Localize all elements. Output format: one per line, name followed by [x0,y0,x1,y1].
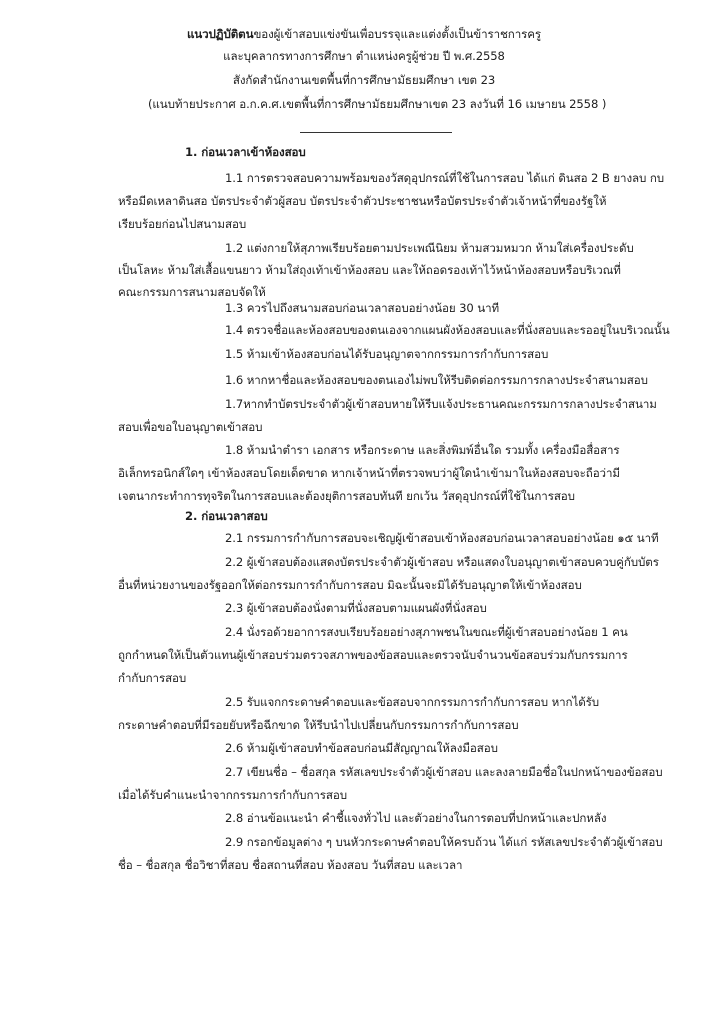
item-2-9-cont: ชื่อ – ชื่อสกุล ชื่อวิชาที่สอบ ชื่อสถานที่สอบ ห้องสอบ วันที่สอบ และเวลา [118,858,463,872]
item-1-6: 1.6 หากหาชื่อและห้องสอบของตนเองไม่พบให้รีบติดต่อกรรมการกลางประจำสนามสอบ [225,373,648,387]
item-1-7: 1.7หากทำบัตรประจำตัวผู้เข้าสอบหายให้รีบแจ้งประธานคณะกรรมการกลางประจำสนาม [225,397,657,411]
section-1-heading: 1. ก่อนเวลาเข้าห้องสอบ [185,145,306,159]
item-1-5: 1.5 ห้ามเข้าห้องสอบก่อนได้รับอนุญาตจากกรรมการกำกับการสอบ [225,347,549,361]
item-2-2-cont: อื่นที่หน่วยงานของรัฐออกให้ต่อกรรมการกำกับการสอบ มิฉะนั้นจะมิได้รับอนุญาตให้เข้าห้องสอบ [118,578,582,592]
item-1-2-cont: คณะกรรมการสนามสอบจัดให้ [118,285,266,299]
title-line-3: สังกัดสำนักงานเขตพื้นที่การศึกษามัธยมศึกษา เขต 23 [232,73,496,87]
item-1-1-cont: เรียบร้อยก่อนไปสนามสอบ [118,217,247,231]
item-1-8-cont: เจตนากระทำการทุจริตในการสอบและต้องยุติการสอบทันที ยกเว้น วัสดุอุปกรณ์ที่ใช้ในการสอบ [118,489,575,503]
section-2-heading: 2. ก่อนเวลาสอบ [185,509,268,523]
item-2-7: 2.7 เขียนชื่อ – ชื่อสกุล รหัสเลขประจำตัวผู้เข้าสอบ และลงลายมือชื่อในปกหน้าของข้อสอบ [225,765,663,779]
item-2-7-cont: เมื่อได้รับคำแนะนำจากกรรมการกำกับการสอบ [118,788,348,802]
item-2-2: 2.2 ผู้เข้าสอบต้องแสดงบัตรประจำตัวผู้เข้าสอบ หรือแสดงใบอนุญาตเข้าสอบควบคู่กับบัตร [225,555,659,569]
item-2-3: 2.3 ผู้เข้าสอบต้องนั่งตามที่นั่งสอบตามแผนผังที่นั่งสอบ [225,601,487,615]
item-2-1: 2.1 กรรมการกำกับการสอบจะเชิญผู้เข้าสอบเข้าห้องสอบก่อนเวลาสอบอย่างน้อย ๑๕ นาที [225,531,659,545]
item-2-4: 2.4 นั่งรอด้วยอาการสงบเรียบร้อยอย่างสุภาพชนในขณะที่ผู้เข้าสอบอย่างน้อย 1 คน [225,625,628,639]
item-1-8: 1.8 ห้ามนำตำรา เอกสาร หรือกระดาษ และสิ่งพิมพ์อื่นใด รวมทั้ง เครื่องมือสื่อสาร [225,443,620,457]
item-2-5-cont: กระดาษคำตอบที่มีรอยยับหรือฉีกขาด ให้รีบนำไปเปลี่ยนกับกรรมการกำกับการสอบ [118,718,519,732]
announcement-reference: (แนบท้ายประกาศ อ.ก.ค.ศ.เขตพื้นที่การศึกษามัธยมศึกษาเขต 23 ลงวันที่ 16 เมษายน 2558 ) [148,97,607,111]
title-line-2: และบุคลากรทางการศึกษา ตำแหน่งครูผู้ช่วย ปี พ.ศ.2558 [223,49,505,63]
item-1-1-cont: หรือมีดเหลาดินสอ บัตรประจำตัวผู้สอบ บัตรประจำตัวประชาชนหรือบัตรประจำตัวเจ้าหน้าที่ของรัฐให้ [118,194,607,208]
header-divider [300,132,452,133]
item-1-1: 1.1 การตรวจสอบความพร้อมของวัสดุอุปกรณ์ที่ใช้ในการสอบ ได้แก่ ดินสอ 2 B ยางลบ กบ [225,171,665,185]
item-2-9: 2.9 กรอกข้อมูลต่าง ๆ บนหัวกระดาษคำตอบให้ครบถ้วน ได้แก่ รหัสเลขประจำตัวผู้เข้าสอบ [225,835,663,849]
item-2-6: 2.6 ห้ามผู้เข้าสอบทำข้อสอบก่อนมีสัญญาณให้ลงมือสอบ [225,741,498,755]
item-1-8-cont: อิเล็กทรอนิกส์ใดๆ เข้าห้องสอบโดยเด็ดขาด หากเจ้าหน้าที่ตรวจพบว่าผู้ใดนำเข้ามาในห้องสอบจะถือว่ามี [118,466,620,480]
item-1-7-cont: สอบเพื่อขอใบอนุญาตเข้าสอบ [118,420,263,434]
item-1-4: 1.4 ตรวจชื่อและห้องสอบของตนเองจากแผนผังห้องสอบและที่นั่งสอบและรออยู่ในบริเวณนั้น [225,323,670,337]
title-bold: แนวปฏิบัติตน [186,27,254,41]
item-2-5: 2.5 รับแจกกระดาษคำตอบและข้อสอบจากกรรมการกำกับการสอบ หากได้รับ [225,695,600,709]
item-2-8: 2.8 อ่านข้อแนะนำ คำชี้แจงทั่วไป และตัวอย่างในการตอบที่ปกหน้าและปกหลัง [225,811,607,825]
item-1-3: 1.3 ควรไปถึงสนามสอบก่อนเวลาสอบอย่างน้อย 30 นาที [225,301,500,315]
document-title [0,26,728,42]
item-1-2: 1.2 แต่งกายให้สุภาพเรียบร้อยตามประเพณีนิยม ห้ามสวมหมวก ห้ามใส่เครื่องประดับ [225,241,634,255]
item-2-4-cont: กำกับการสอบ [118,671,187,685]
item-1-2-cont: เป็นโลหะ ห้ามใส่เสื้อแขนยาว ห้ามใส่ถุงเท้าเข้าห้องสอบ และให้ถอดรองเท้าไว้หน้าห้องสอบหรือบริเวณที่ [118,263,621,277]
item-2-4-cont: ถูกกำหนดให้เป็นตัวแทนผู้เข้าสอบร่วมตรวจสภาพของข้อสอบและตรวจนับจำนวนข้อสอบร่วมกับกรรมการ [118,648,628,662]
title-rest: ของผู้เข้าสอบแข่งขันเพื่อบรรจุและแต่งตั้งเป็นข้าราชการครู [253,27,542,41]
